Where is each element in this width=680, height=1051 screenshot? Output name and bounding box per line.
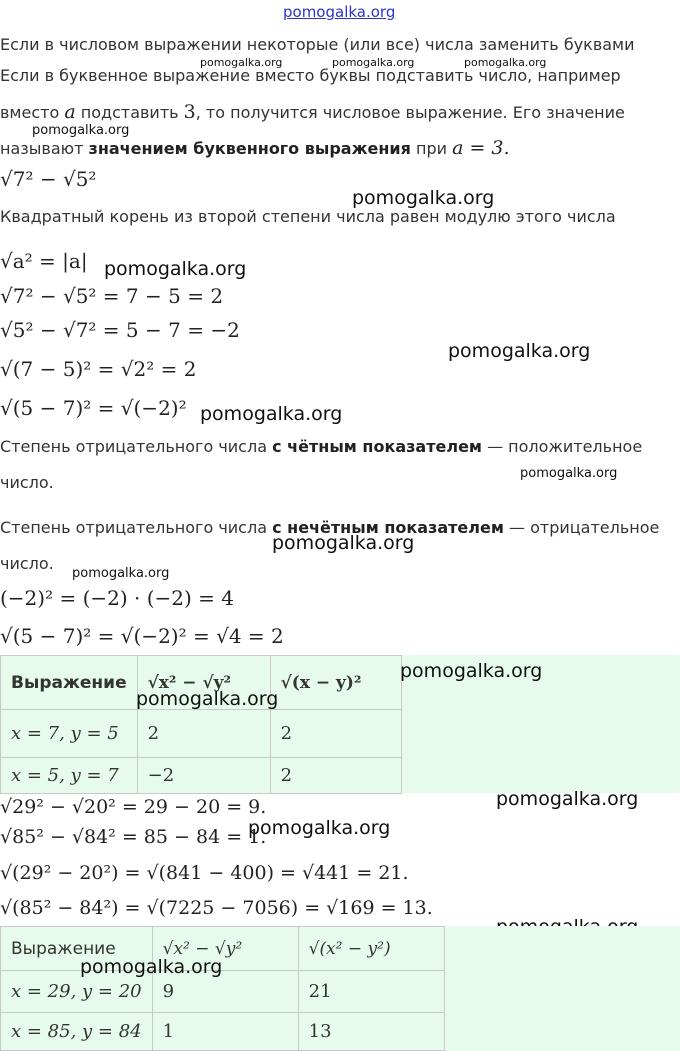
table-row — [1, 758, 402, 794]
watermark: pomogalka.org — [136, 688, 279, 710]
expr-2: √7² − √5² = 7 − 5 = 2 — [0, 284, 224, 308]
table-header-cell: Выражение — [1, 927, 153, 971]
expr-3: √5² − √7² = 5 − 7 = −2 — [0, 318, 240, 342]
num-3: 3 — [183, 101, 196, 123]
expr-sqrt-diff: √7² − √5² — [0, 167, 97, 191]
table-header-cell: √x² − √y² — [152, 927, 298, 971]
odd-power-end: число. — [0, 554, 54, 573]
table-header-cell: √(x − y)² — [270, 656, 401, 710]
table-cell: 13 — [298, 1013, 444, 1051]
expr-4: √(7 − 5)² = √2² = 2 — [0, 357, 197, 381]
watermark: pomogalka.org — [272, 532, 415, 554]
intro-line-4 — [0, 137, 510, 159]
table-cell: 9 — [152, 971, 298, 1013]
even-power-line — [0, 437, 642, 456]
watermark: pomogalka.org — [448, 340, 591, 362]
bold-term: с чётным показателем — [272, 437, 482, 456]
table-cell: 2 — [137, 710, 270, 758]
expr-5: √(5 − 7)² = √(−2)² — [0, 396, 187, 420]
table-header-cell: √(x² − y²) — [298, 927, 444, 971]
watermark: pomogalka.org — [32, 123, 130, 138]
expr-abs: √a² = |a| — [0, 249, 88, 273]
watermark: pomogalka.org — [80, 956, 223, 978]
text: — отрицательное — [503, 518, 660, 537]
text: называют — [0, 139, 89, 158]
bold-term: с нечётным показателем — [272, 518, 504, 537]
expr-11: √(85² − 84²) = √(7225 − 7056) = √169 = 13. — [0, 897, 433, 919]
text: , то получится числовое выражение. Его значение — [195, 103, 625, 122]
table-row — [1, 710, 402, 758]
watermark: pomogalka.org — [352, 187, 495, 209]
table-1 — [0, 655, 402, 794]
table-cell: 1 — [152, 1013, 298, 1051]
table-cell: x = 5, y = 7 — [1, 758, 138, 794]
expr-10: √(29² − 20²) = √(841 − 400) = √441 = 21. — [0, 862, 409, 884]
watermark: pomogalka.org — [248, 817, 391, 839]
watermark: pomogalka.org — [200, 56, 283, 69]
text: при — [410, 139, 453, 158]
table-header-cell: √x² − √y² — [137, 656, 270, 710]
text: подставить — [75, 103, 184, 122]
table-cell: x = 85, y = 84 — [1, 1013, 153, 1051]
watermark-top[interactable]: pomogalka.org — [283, 3, 396, 21]
expr-9: √85² − √84² = 85 − 84 = 1. — [0, 826, 267, 848]
watermark: pomogalka.org — [200, 403, 343, 425]
kv-rule: Квадратный корень из второй степени числа равен модулю этого числа — [0, 207, 616, 226]
table-cell: 2 — [270, 710, 401, 758]
table-cell: 21 — [298, 971, 444, 1013]
expr-7: √(5 − 7)² = √(−2)² = √4 = 2 — [0, 624, 284, 648]
table-header-cell: Выражение — [1, 656, 138, 710]
watermark: pomogalka.org — [464, 56, 547, 69]
watermark: pomogalka.org — [72, 566, 170, 581]
table-cell: −2 — [137, 758, 270, 794]
var-a: a — [64, 101, 76, 123]
table-2 — [0, 926, 445, 1051]
math-inline: a = 3. — [452, 137, 510, 159]
watermark: pomogalka.org — [332, 56, 415, 69]
watermark: pomogalka.org — [520, 466, 618, 481]
table-cell: x = 29, y = 20 — [1, 971, 153, 1013]
intro-line-3 — [0, 101, 625, 123]
table-cell: x = 7, y = 5 — [1, 710, 138, 758]
watermark: pomogalka.org — [496, 788, 639, 810]
expr-8: √29² − √20² = 29 − 20 = 9. — [0, 796, 267, 818]
bold-term: значением буквенного выражения — [88, 139, 411, 158]
text: Степень отрицательного числа — [0, 437, 273, 456]
table-row — [1, 1013, 445, 1051]
text: — положительное — [482, 437, 643, 456]
text: вместо — [0, 103, 65, 122]
watermark: pomogalka.org — [104, 258, 247, 280]
intro-line-1: Если в числовом выражении некоторые (или все) числа заменить буквами — [0, 35, 635, 54]
text: Степень отрицательного числа — [0, 518, 273, 537]
even-power-end: число. — [0, 473, 54, 492]
watermark: pomogalka.org — [400, 660, 543, 682]
expr-6: (−2)² = (−2) · (−2) = 4 — [0, 586, 235, 610]
table-cell: 2 — [270, 758, 401, 794]
intro-line-2: Если в буквенное выражение вместо буквы подставить число, например — [0, 66, 621, 85]
